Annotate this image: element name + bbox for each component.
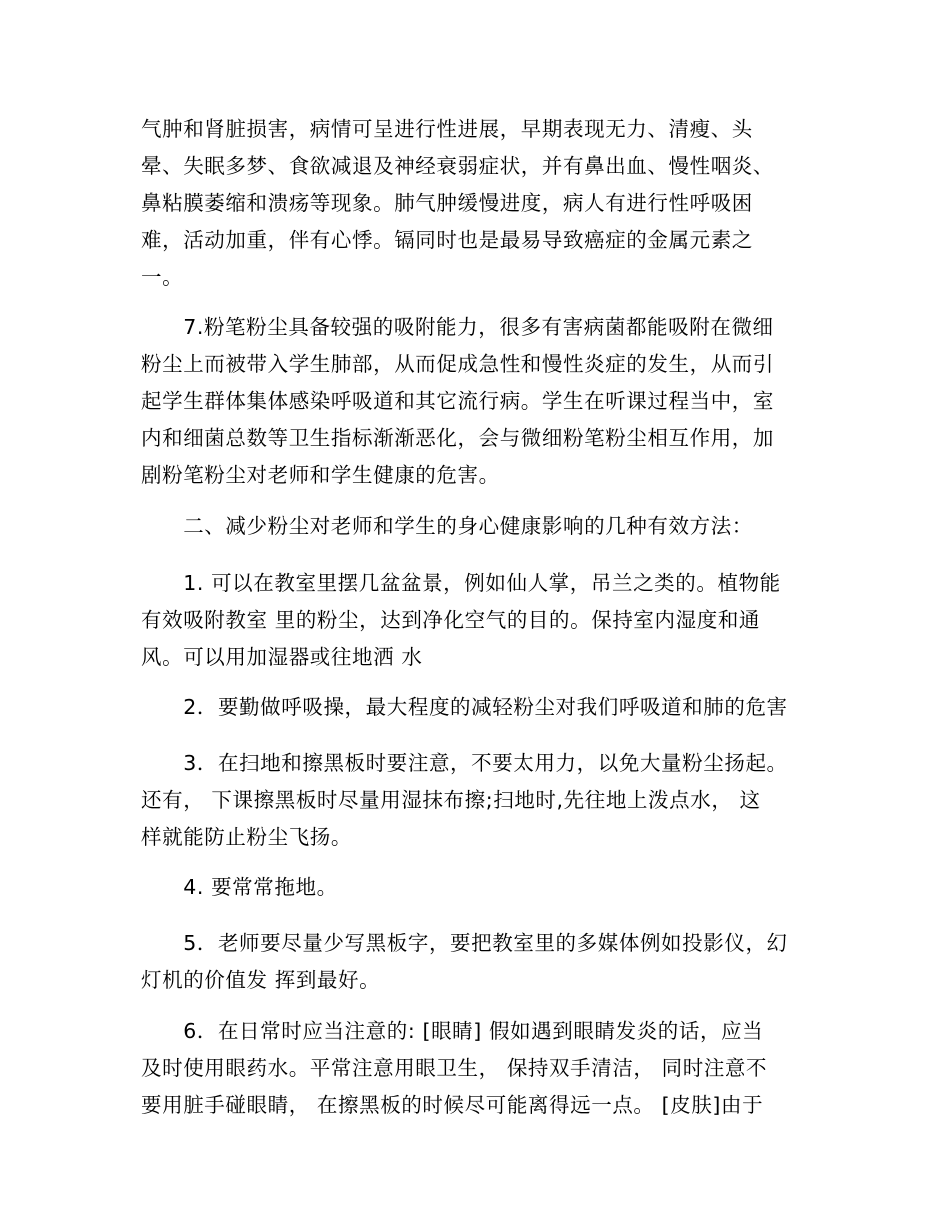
text-line: 难，活动加重，伴有心悸。镉同时也是最易导致癌症的金属元素之: [141, 228, 753, 252]
text-line: 及时使用眼药水。平常注意用眼卫生， 保持双手清洁， 同时注意不: [141, 1056, 768, 1080]
text-line: 二、减少粉尘对老师和学生的身心健康影响的几种有效方法：: [141, 514, 753, 538]
paragraph-method-5: [141, 925, 811, 999]
paragraph-method-2: [141, 689, 811, 726]
text-line: 6．在日常时应当注意的: [眼睛] 假如遇到眼睛发炎的话，应当: [141, 1019, 764, 1043]
text-line: 7.粉笔粉尘具备较强的吸附能力，很多有害病菌都能吸附在微细: [141, 315, 774, 339]
text-line: 一。: [141, 265, 184, 289]
text-line: 有效吸附教室 里的粉尘，达到净化空气的目的。保持室内湿度和通: [141, 608, 761, 632]
paragraph-method-6: [141, 1013, 811, 1124]
text-line: 鼻粘膜萎缩和溃疡等现象。肺气肿缓慢进度，病人有进行性呼吸困: [141, 191, 753, 215]
paragraph-method-3: [141, 745, 811, 856]
text-line: 内和细菌总数等卫生指标渐渐恶化，会与微细粉笔粉尘相互作用，加: [141, 426, 774, 450]
text-line: 风。可以用加湿器或往地洒 水: [141, 645, 423, 669]
text-line: 4. 要常常拖地。: [141, 875, 338, 899]
text-line: 晕、失眠多梦、食欲减退及神经衰弱症状，并有鼻出血、慢性咽炎、: [141, 154, 774, 178]
text-line: 还有， 下课擦黑板时尽量用湿抹布擦;扫地时,先往地上泼点水， 这: [141, 788, 761, 812]
paragraph-method-1: [141, 565, 811, 676]
text-line: 5．老师要尽量少写黑板字，要把教室里的多媒体例如投影仪，幻: [141, 931, 788, 955]
text-line: 起学生群体集体感染呼吸道和其它流行病。学生在听课过程当中，室: [141, 389, 774, 413]
text-line: 要用脏手碰眼睛， 在擦黑板的时候尽可能离得远一点。 [皮肤]由于: [141, 1093, 764, 1117]
text-line: 灯机的价值发 挥到最好。: [141, 968, 381, 992]
paragraph-point-7: [141, 309, 811, 494]
text-line: 样就能防止粉尘飞扬。: [141, 825, 352, 849]
section-heading-2: [141, 508, 811, 545]
text-line: 气肿和肾脏损害，病情可呈进行性进展，早期表现无力、清瘦、头: [141, 117, 753, 141]
text-line: 3．在扫地和擦黑板时要注意，不要太用力，以免大量粉尘扬起。: [141, 751, 788, 775]
text-line: 2．要勤做呼吸操，最大程度的减轻粉尘对我们呼吸道和肺的危害: [141, 695, 788, 719]
text-line: 1. 可以在教室里摆几盆盆景，例如仙人掌，吊兰之类的。植物能: [141, 571, 781, 595]
paragraph-method-4: [141, 869, 811, 906]
text-line: 剧粉笔粉尘对老师和学生健康的危害。: [141, 463, 500, 487]
text-line: 粉尘上而被带入学生肺部，从而促成急性和慢性炎症的发生，从而引: [141, 352, 774, 376]
paragraph-cadmium-effects: [141, 111, 811, 296]
